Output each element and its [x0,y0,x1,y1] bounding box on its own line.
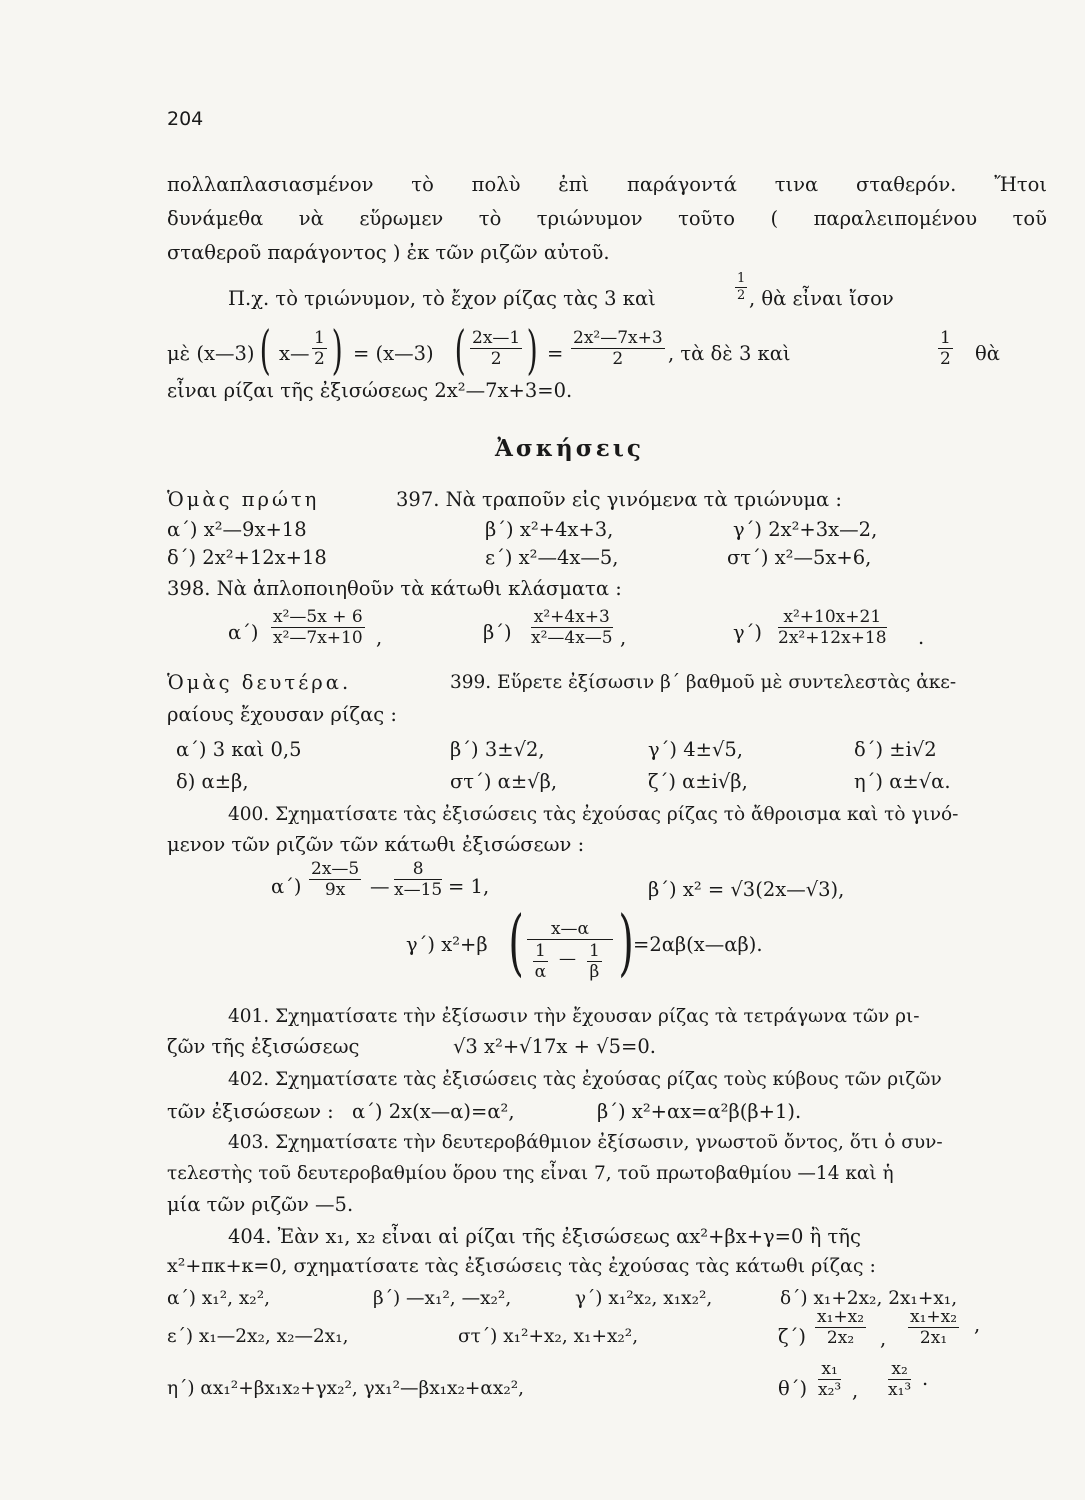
fraction-denominator: 2 [940,349,951,369]
fraction-numerator: 1 [737,271,746,286]
ex398-a-fraction [271,608,365,647]
intro-line-2: δυνάμεθα νὰ εὕρωμεν τὸ τριώνυμον τοῦτο ( παραλειπομένου τοῦ [167,207,1047,230]
group-first-label: Ὁμὰς πρώτη [167,488,320,511]
fraction-denominator: x²—4x—5 [531,628,613,648]
fraction-numerator: 1 [314,328,325,348]
group-second-label: Ὁμὰς δευτέρα. [167,671,352,694]
fraction-numerator: 1 [589,941,600,961]
fraction-denominator: x₁³ [888,1380,912,1400]
ex397-item-d: δ΄) 2x²+12x+18 [167,546,327,569]
ex397-item-b: β΄) x²+4x+3, [485,518,614,541]
paren-open: ( [259,321,271,381]
exercise-400-text-2: μενον τῶν ριζῶν τῶν κάτωθι ἐξισώσεων : [167,833,585,856]
ex399-a: α΄) 3 καὶ 0,5 [176,738,302,761]
exercise-399-text-1: 399. Εὕρετε ἐξίσωσιν β΄ βαθμοῦ μὲ συντελεστὰς ἀκε- [450,672,957,693]
fraction-trinomial [571,329,665,368]
ex400-c-label: γ΄) x²+β [406,933,488,956]
inner-fraction-1 [533,942,548,981]
ex400-a-label: α΄) [271,875,302,898]
ex399-e: δ) α±β, [176,770,249,793]
ex404-th-sep-2: . [922,1367,929,1390]
exercise-398-text: 398. Νὰ ἀπλοποιηθοῦν τὰ κάτωθι κλάσματα : [167,577,622,600]
fraction-one-half-b [312,329,327,368]
ex399-b: β΄) 3±√2, [450,738,545,761]
intro-line-1: πολλαπλασιασμένον τὸ πολὺ ἐπὶ παράγοντά τινα σταθερόν. Ἤτοι [167,173,1047,196]
ex400-a-fraction-2 [394,860,442,899]
ex397-item-c: γ΄) 2x²+3x—2, [733,518,878,541]
intro-line-6: εἶναι ρίζαι τῆς ἐξισώσεως 2x²—7x+3=0. [167,379,573,402]
exercise-401-text-2a: ζῶν τῆς ἐξισώσεως [167,1035,360,1058]
eq-part-b: x— [279,342,310,365]
ex397-item-f: στ΄) x²—5x+6, [727,546,872,569]
fraction-denominator: 2 [612,349,624,369]
fraction-denominator: x—15 [394,880,443,900]
page-number: 204 [167,108,204,130]
paren-close: ) [618,900,634,984]
exercise-402-text-1: 402. Σχηματίσατε τὰς ἐξισώσεις τὰς ἐχούσας ρίζας τοὺς κύβους τῶν ριζῶν [228,1069,942,1090]
ex400-c-compound-fraction [527,920,613,980]
eq-part-f: θὰ [975,342,1000,365]
paren-close: ) [526,321,538,381]
ex404-d: δ΄) x₁+2x₂, 2x₁+x₁, [780,1288,958,1309]
exercise-400-text-1: 400. Σχηματίσατε τὰς ἐξισώσεις τὰς ἐχούσας ρίζας τὸ ἄθροισμα καὶ τὸ γινό- [228,804,959,825]
exercise-402-text-2b: α΄) 2x(x—α)=α², [352,1100,515,1123]
exercise-401-text-1: 401. Σχηματίσατε τὴν ἐξίσωσιν τὴν ἔχουσαν ρίζας τὰ τετράγωνα τῶν ρι- [228,1006,920,1027]
fraction-denominator: x²—7x+10 [273,628,363,648]
ex399-c: γ΄) 4±√5, [648,738,743,761]
fraction-numerator: x²—5x + 6 [273,607,363,627]
inner-fraction-2 [587,942,602,981]
compound-denominator [527,940,613,980]
exercise-399-text-2: ραίους ἔχουσαν ρίζας : [167,703,397,726]
exercise-404-text-1: 404. Ἐὰν x₁, x₂ εἶναι αἱ ρίζαι τῆς ἐξισώσεως αx²+βx+γ=0 ἢ τῆς [228,1225,861,1248]
ex404-th-sep-1: , [852,1379,859,1402]
ex398-c-sep: . [918,626,925,649]
ex398-b-sep: , [620,626,627,649]
intro-line-4a: Π.χ. τὸ τριώνυμον, τὸ ἔχον ρίζας τὰς 3 καὶ [228,287,656,310]
ex404-c: γ΄) x₁²x₂, x₁x₂², [575,1288,713,1309]
ex400-c-rest: =2αβ(x—αβ). [633,933,763,956]
ex400-b: β΄) x² = √3(2x—√3), [648,878,845,901]
exercise-401-text-2b: √3 x²+√17x + √5=0. [453,1035,656,1058]
ex400-a-rest: = 1, [448,875,490,898]
eq-part-a: μὲ (x—3) [167,342,255,365]
fraction-denominator: x₂³ [818,1380,842,1400]
fraction-numerator: 1 [940,328,951,348]
fraction-one-half [735,272,747,303]
fraction-numerator: x₂ [888,1360,911,1380]
ex400-a-fraction-1 [309,860,361,899]
ex404-z-label: ζ΄) [778,1325,806,1348]
ex398-a-sep: , [376,626,383,649]
ex399-g: ζ΄) α±i√β, [648,770,748,793]
paren-open: ( [508,900,524,984]
fraction-numerator: x₁+x₂ [817,1307,865,1327]
ex404-z-sep-2: , [974,1313,981,1336]
ex404-z-fraction-2 [908,1308,959,1347]
fraction-2x-1 [470,329,522,368]
fraction-denominator: 2 [737,288,746,303]
ex397-item-e: ε΄) x²—4x—5, [485,546,619,569]
ex404-f: στ΄) x₁²+x₂, x₁+x₂², [458,1326,639,1347]
compound-numerator: x—α [527,920,613,940]
fraction-numerator: x₁ [818,1360,841,1380]
fraction-numerator: x²+4x+3 [531,608,613,628]
ex404-th-fraction-2 [888,1360,911,1399]
fraction-denominator: 2x₁ [919,1328,948,1348]
fraction-denominator: 2 [490,349,502,369]
exercise-403-text-1: 403. Σχηματίσατε τὴν δευτεροβάθμιον ἐξίσωσιν, γνωστοῦ ὄντος, ὅτι ὁ συν- [228,1132,943,1153]
eq-part-c: = (x—3) [353,342,434,365]
fraction-numerator: x₁+x₂ [910,1307,958,1327]
fraction-numerator: 2x—1 [472,328,521,348]
ex400-a-minus: — [370,875,390,898]
exercise-404-text-2: x²+πκ+κ=0, σχηματίσατε τὰς ἐξισώσεις τὰς ἐχούσας τὰς κάτωθι ρίζας : [167,1255,876,1277]
fraction-denominator: 9x [324,880,346,900]
fraction-denominator: 2 [314,349,325,369]
ex404-th-label: θ΄) [778,1377,808,1400]
ex399-h: η΄) α±√α. [854,770,951,793]
eq-part-d: = [547,342,564,365]
paren-close: ) [331,321,343,381]
exercise-402-text-2a: τῶν ἐξισώσεων : [167,1100,334,1123]
fraction-denominator: β [589,962,600,982]
ex398-c-fraction [778,608,887,647]
fraction-numerator: 2x—5 [311,859,360,879]
ex397-item-a: α΄) x²—9x+18 [167,518,307,541]
fraction-numerator: 8 [394,860,442,880]
ex399-d: δ΄) ±i√2 [854,738,937,761]
ex404-z-fraction-1 [815,1308,866,1347]
ex404-a: α΄) x₁², x₂², [167,1288,271,1309]
exercises-title: Ἀσκήσεις [495,435,644,462]
paren-open: ( [454,321,466,381]
exercise-403-text-2: τελεστὴς τοῦ δευτεροβαθμίου ὅρου της εἶναι 7, τοῦ πρωτοβαθμίου —14 καὶ ἡ [167,1163,894,1184]
fraction-denominator: 2x²+12x+18 [778,628,887,648]
exercise-403-text-3: μία τῶν ριζῶν —5. [167,1193,354,1216]
ex398-b-label: β΄) [483,621,512,644]
ex404-e: ε΄) x₁—2x₂, x₂—2x₁, [167,1326,349,1347]
ex404-th-fraction-1 [818,1360,841,1399]
ex398-a-label: α΄) [228,621,259,644]
eq-part-e: , τὰ δὲ 3 καὶ [668,342,791,365]
fraction-denominator: α [534,962,547,982]
fraction-numerator: 2x²—7x+3 [573,328,663,348]
fraction-one-half-c [938,329,953,368]
ex399-f: στ΄) α±√β, [450,770,558,793]
fraction-denominator: 2x₂ [826,1328,855,1348]
fraction-numerator: 1 [535,941,546,961]
exercise-397-text: 397. Νὰ τραποῦν εἰς γινόμενα τὰ τριώνυμα : [396,488,842,511]
inner-minus: — [559,949,576,969]
exercise-402-text-2c: β΄) x²+αx=α²β(β+1). [597,1100,802,1123]
ex398-c-label: γ΄) [733,621,763,644]
fraction-numerator: x²+10x+21 [778,608,887,628]
ex404-row-eta: η΄) αx₁²+βx₁x₂+γx₂², γx₁²—βx₁x₂+αx₂², [167,1378,525,1399]
ex404-b: β΄) —x₁², —x₂², [373,1288,512,1309]
ex398-b-fraction [531,608,613,647]
intro-line-3: σταθεροῦ παράγοντος ) ἐκ τῶν ριζῶν αὐτοῦ. [167,241,610,264]
intro-line-4b: , θὰ εἶναι ἴσον [749,287,894,310]
ex404-z-sep-1: , [880,1327,887,1350]
